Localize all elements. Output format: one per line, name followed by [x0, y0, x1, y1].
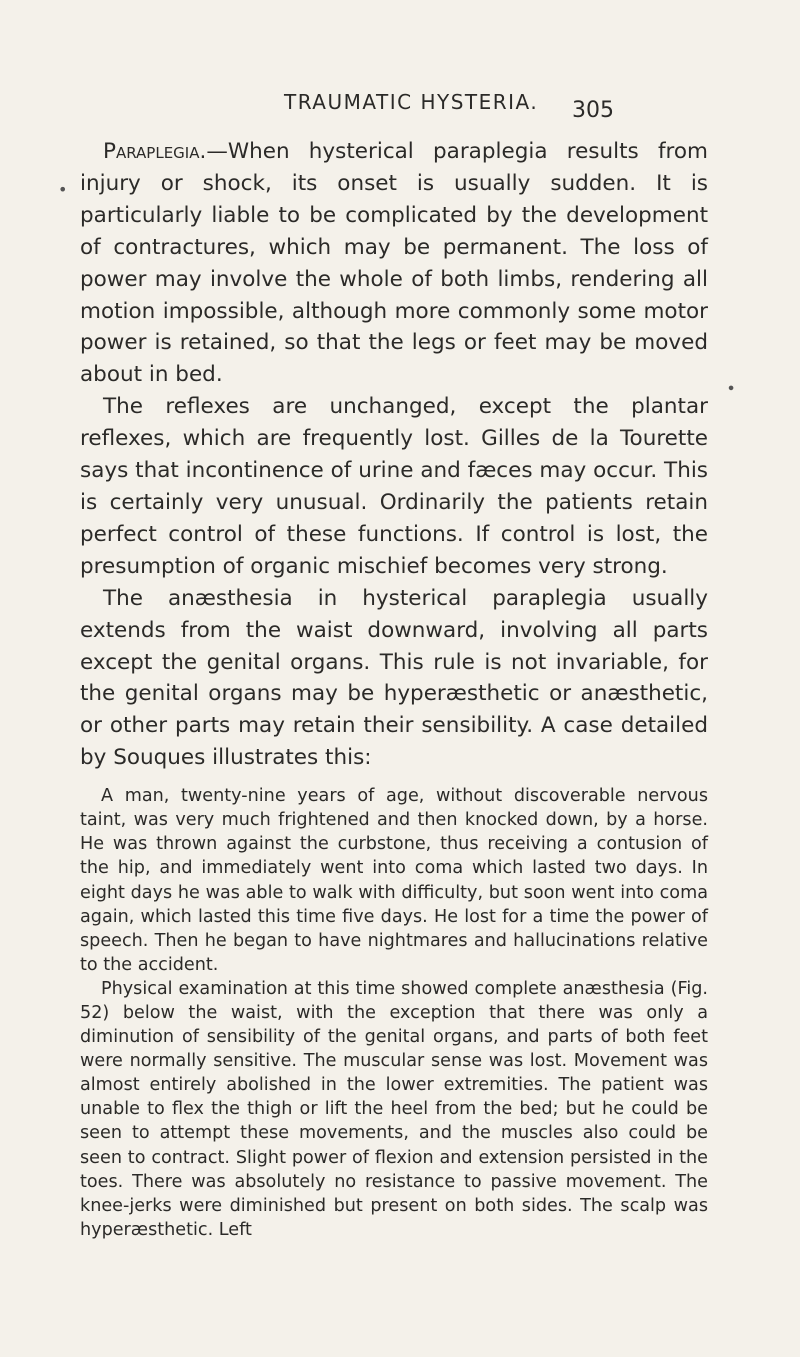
case-paragraph-examination: Physical examination at this time showed complete anæsthesia (Fig. 52) below the waist, with the exception that there was only a diminution of sensibility of the genital organs, and parts of both feet were normally sensitive. The muscular sense was lost. Movement was almost entirely abolished in the lower extremities. The patient was unable to flex the thigh or lift the heel from the bed; but he could be seen to attempt these movements, and the muscles also could be seen to contract. Slight power of flexion and extension persisted in the toes. There was absolutely no resistance to passive movement. The knee-jerks were diminished but present on both sides. The scalp was hyperæsthetic. Left	[80, 978, 708, 1240]
section-heading: Paraplegia.	[103, 139, 207, 164]
body-text	[80, 136, 708, 1242]
paragraph-paraplegia	[80, 136, 708, 391]
margin-mark: ∙	[726, 378, 737, 397]
margin-mark: •	[58, 180, 68, 199]
page-number: 305	[572, 98, 614, 123]
paragraph-text: —When hysterical paraplegia results from injury or shock, its onset is usually sudden. It is particularly liable to be complicated by the development of contractures, which may be permanent. The loss of power may involve the whole of both limbs, rendering all motion impossible, although more commonly some motor power is retained, so that the legs or feet may be moved about in bed.	[80, 139, 708, 388]
running-title: TRAUMATIC HYSTERIA.	[284, 90, 539, 114]
paragraph-anaesthesia: The anæsthesia in hysterical paraplegia usually extends from the waist downward, involving all parts except the genital organs. This rule is not invariable, for the genital organs may be hyperæsthetic or anæsthetic, or other parts may retain their sensibility. A case detailed by Souques illustrates this:	[80, 585, 708, 771]
case-report	[80, 784, 708, 1242]
running-head	[0, 88, 800, 123]
paragraph-reflexes: The reflexes are unchanged, except the plantar reflexes, which are frequently lost. Gilles de la Tourette says that incontinence of urine and fæces may occur. This is certainly very unusual. Ordinarily the patients retain perfect control of these functions. If control is lost, the presumption of organic mischief becomes very strong.	[80, 394, 708, 579]
case-paragraph-history: A man, twenty-nine years of age, without discoverable nervous taint, was very much frightened and then knocked down, by a horse. He was thrown against the curbstone, thus receiving a contusion of the hip, and immediately went into coma which lasted two days. In eight days he was able to walk with difficulty, but soon went into coma again, which lasted this time five days. He lost for a time the power of speech. Then he began to have nightmares and hallucinations relative to the accident.	[80, 786, 708, 975]
